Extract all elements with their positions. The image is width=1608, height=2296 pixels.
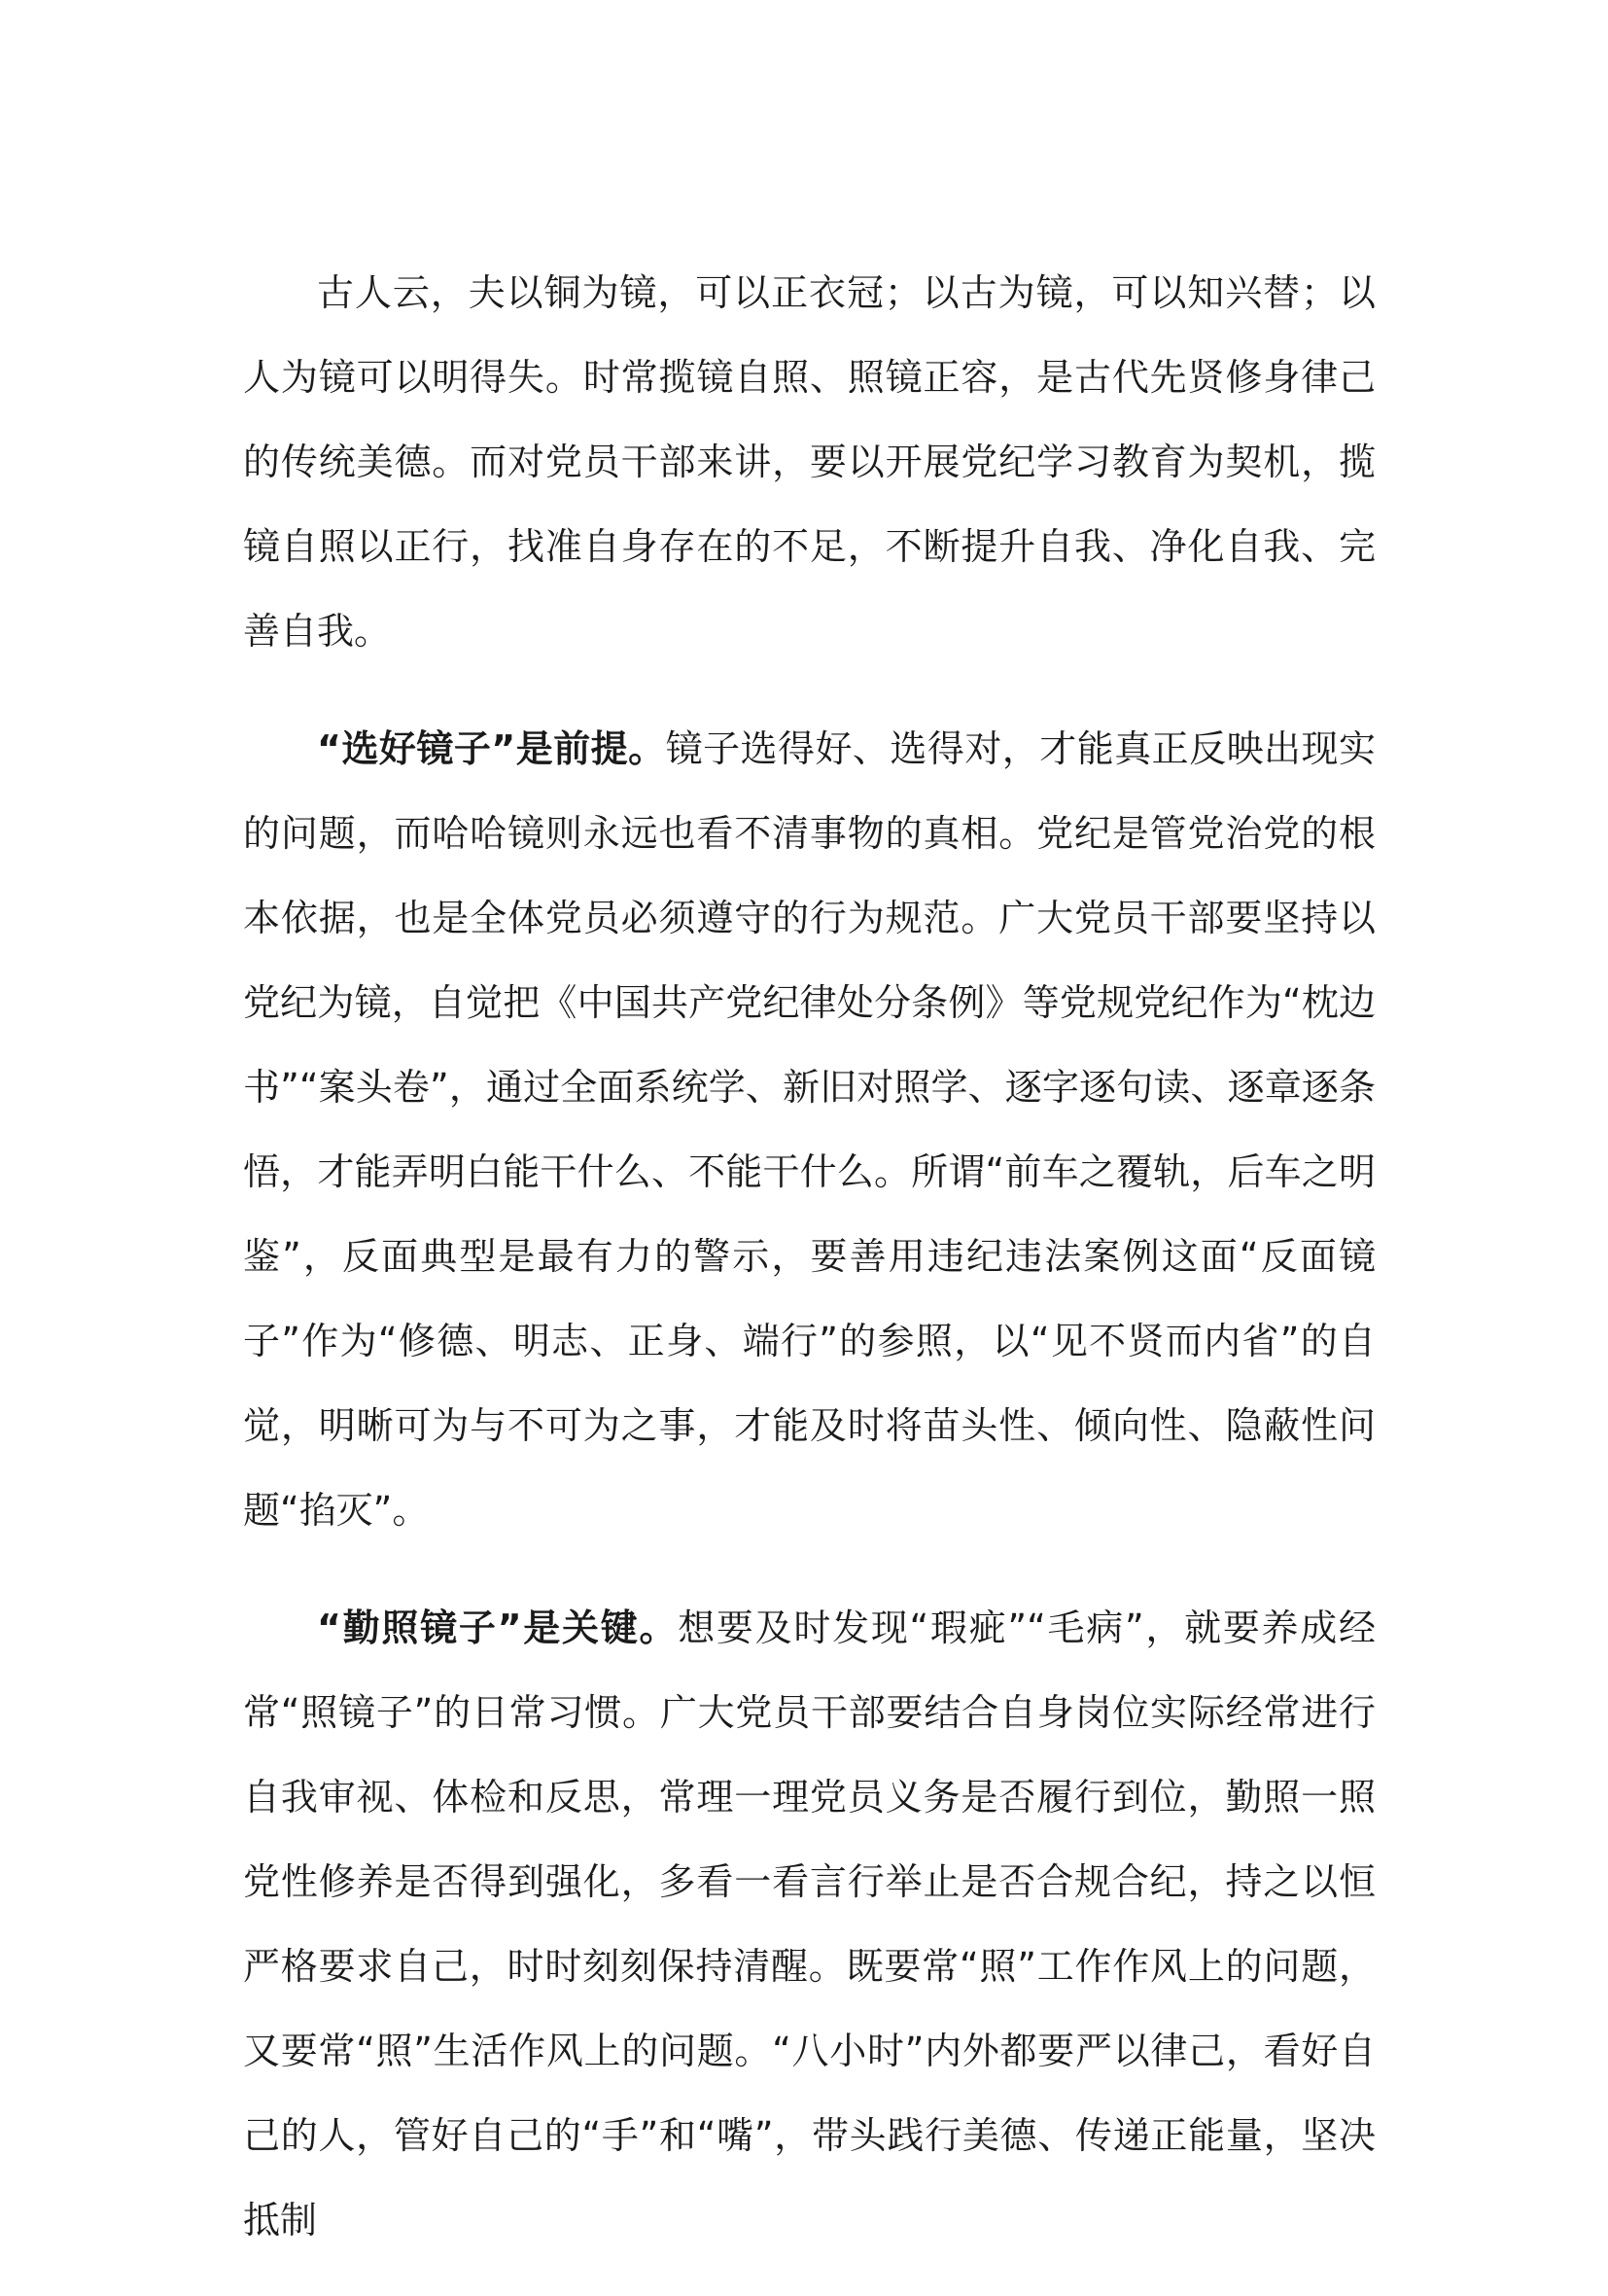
paragraph-text: 想要及时发现“瑕疵”“毛病”，就要养成经常“照镜子”的日常习惯。广大党员干部要结合自身岗位实际经常进行自我审视、体检和反思，常理一理党员义务是否履行到位，勤照一照党性修养是否得到强化，多看一看言行举止是否合规合纪，持之以恒严格要求自己，时时刻刻保持清醒。既要常“照”工作作风上的问题，又要常“照”生活作风上的问题。“八小时”内外都要严以律己，看好自己的人，管好自己的“手”和“嘴”，带头践行美德、传递正能量，坚决抵制 [243,1607,1376,2242]
paragraph-use-mirror [243,1586,1376,2263]
paragraph-choose-mirror [243,707,1376,1553]
paragraph-lead: “勤照镜子”是关键。 [317,1607,679,1649]
paragraph-intro [243,251,1376,674]
paragraph-text: 古人云，夫以铜为镜，可以正衣冠；以古为镜，可以知兴替；以人为镜可以明得失。时常揽镜自照、照镜正容，是古代先贤修身律己的传统美德。而对党员干部来讲，要以开展党纪学习教育为契机，揽镜自照以正行，找准自身存在的不足，不断提升自我、净化自我、完善自我。 [243,271,1376,653]
paragraph-text: 镜子选得好、选得对，才能真正反映出现实的问题，而哈哈镜则永远也看不清事物的真相。党纪是管党治党的根本依据，也是全体党员必须遵守的行为规范。广大党员干部要坚持以党纪为镜，自觉把《中国共产党纪律处分条例》等党规党纪作为“枕边书”“案头卷”，通过全面系统学、新旧对照学、逐字逐句读、逐章逐条悟，才能弄明白能干什么、不能干什么。所谓“前车之覆轨，后车之明鉴”，反面典型是最有力的警示，要善用违纪违法案例这面“反面镜子”作为“修德、明志、正身、端行”的参照，以“见不贤而内省”的自觉，明晰可为与不可为之事，才能及时将苗头性、倾向性、隐蔽性问题“掐灭”。 [243,727,1376,1532]
paragraph-lead: “选好镜子”是前提。 [317,727,666,770]
document-body [243,251,1376,2296]
